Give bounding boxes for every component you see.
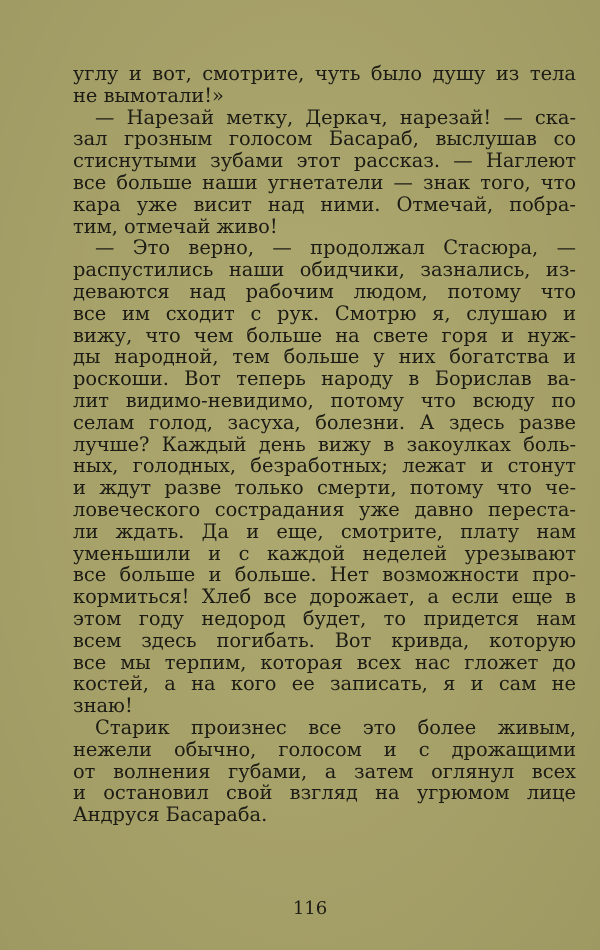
text-line: ных, голодных, безработных; лежат и стонут (73, 454, 576, 478)
body-text (73, 63, 576, 826)
text-line: от волнения губами, а затем оглянул всех (73, 759, 576, 783)
text-line: стиснутыми зубами этот рассказ. — Наглеют (73, 149, 576, 173)
text-line: все им сходит с рук. Смотрю я, слушаю и (73, 301, 576, 325)
text-line: все больше и больше. Нет возможности про- (73, 563, 576, 587)
text-line: и остановил свой взгляд на угрюмом лице (73, 781, 576, 805)
text-line: лит видимо-невидимо, потому что всюду по (73, 388, 576, 412)
text-line: вижу, что чем больше на свете горя и нуж- (73, 323, 576, 347)
text-line: углу и вот, смотрите, чуть было душу из тела (73, 62, 576, 85)
text-line: кормиться! Хлеб все дорожает, а если еще в (73, 585, 576, 609)
text-line: Андруся Басараба. (73, 803, 268, 827)
text-line: нежели обычно, голосом и с дрожащими (73, 737, 576, 761)
text-line: зал грозным голосом Басараб, выслушав со (73, 127, 576, 151)
text-line: ловеческого сострадания уже давно переста- (73, 497, 576, 521)
text-line: распустились наши обидчики, зазнались, из- (73, 258, 576, 282)
text-line: — Это верно, — продолжал Стасюра, — (95, 236, 576, 260)
text-line: Старик произнес все это более живым, (95, 715, 576, 739)
text-line: и ждут разве только смерти, потому что че- (73, 476, 576, 500)
text-line: все больше наши угнетатели — знак того, что (73, 170, 576, 194)
page-number: 116 (292, 898, 328, 919)
text-line: деваются над рабочим людом, потому что (73, 279, 576, 303)
text-line: роскоши. Вот теперь народу в Борислав ва- (73, 367, 576, 391)
text-line: все мы терпим, которая всех нас гложет до (73, 650, 576, 674)
text-line: — Нарезай метку, Деркач, нарезай! — ска- (95, 105, 576, 129)
text-line: селам голод, засуха, болезни. А здесь разве (73, 410, 576, 434)
text-line: лучше? Каждый день вижу в закоулках боль- (73, 432, 576, 456)
text-line: не вымотали!» (73, 83, 224, 107)
text-line: ды народной, тем больше у них богатства и (73, 345, 576, 369)
text-line: ли ждать. Да и еще, смотрите, плату нам (73, 519, 576, 543)
text-line: кара уже висит над ними. Отмечай, побра- (73, 192, 576, 216)
text-line: тим, отмечай живо! (73, 214, 278, 238)
text-line: этом году недород будет, то придется нам (73, 606, 576, 630)
text-line: всем здесь погибать. Вот кривда, которую (73, 628, 576, 652)
text-line: уменьшили и с каждой неделей урезывают (73, 541, 576, 565)
text-line: костей, а на кого ее записать, я и сам не (73, 672, 576, 696)
text-line: знаю! (73, 694, 133, 718)
